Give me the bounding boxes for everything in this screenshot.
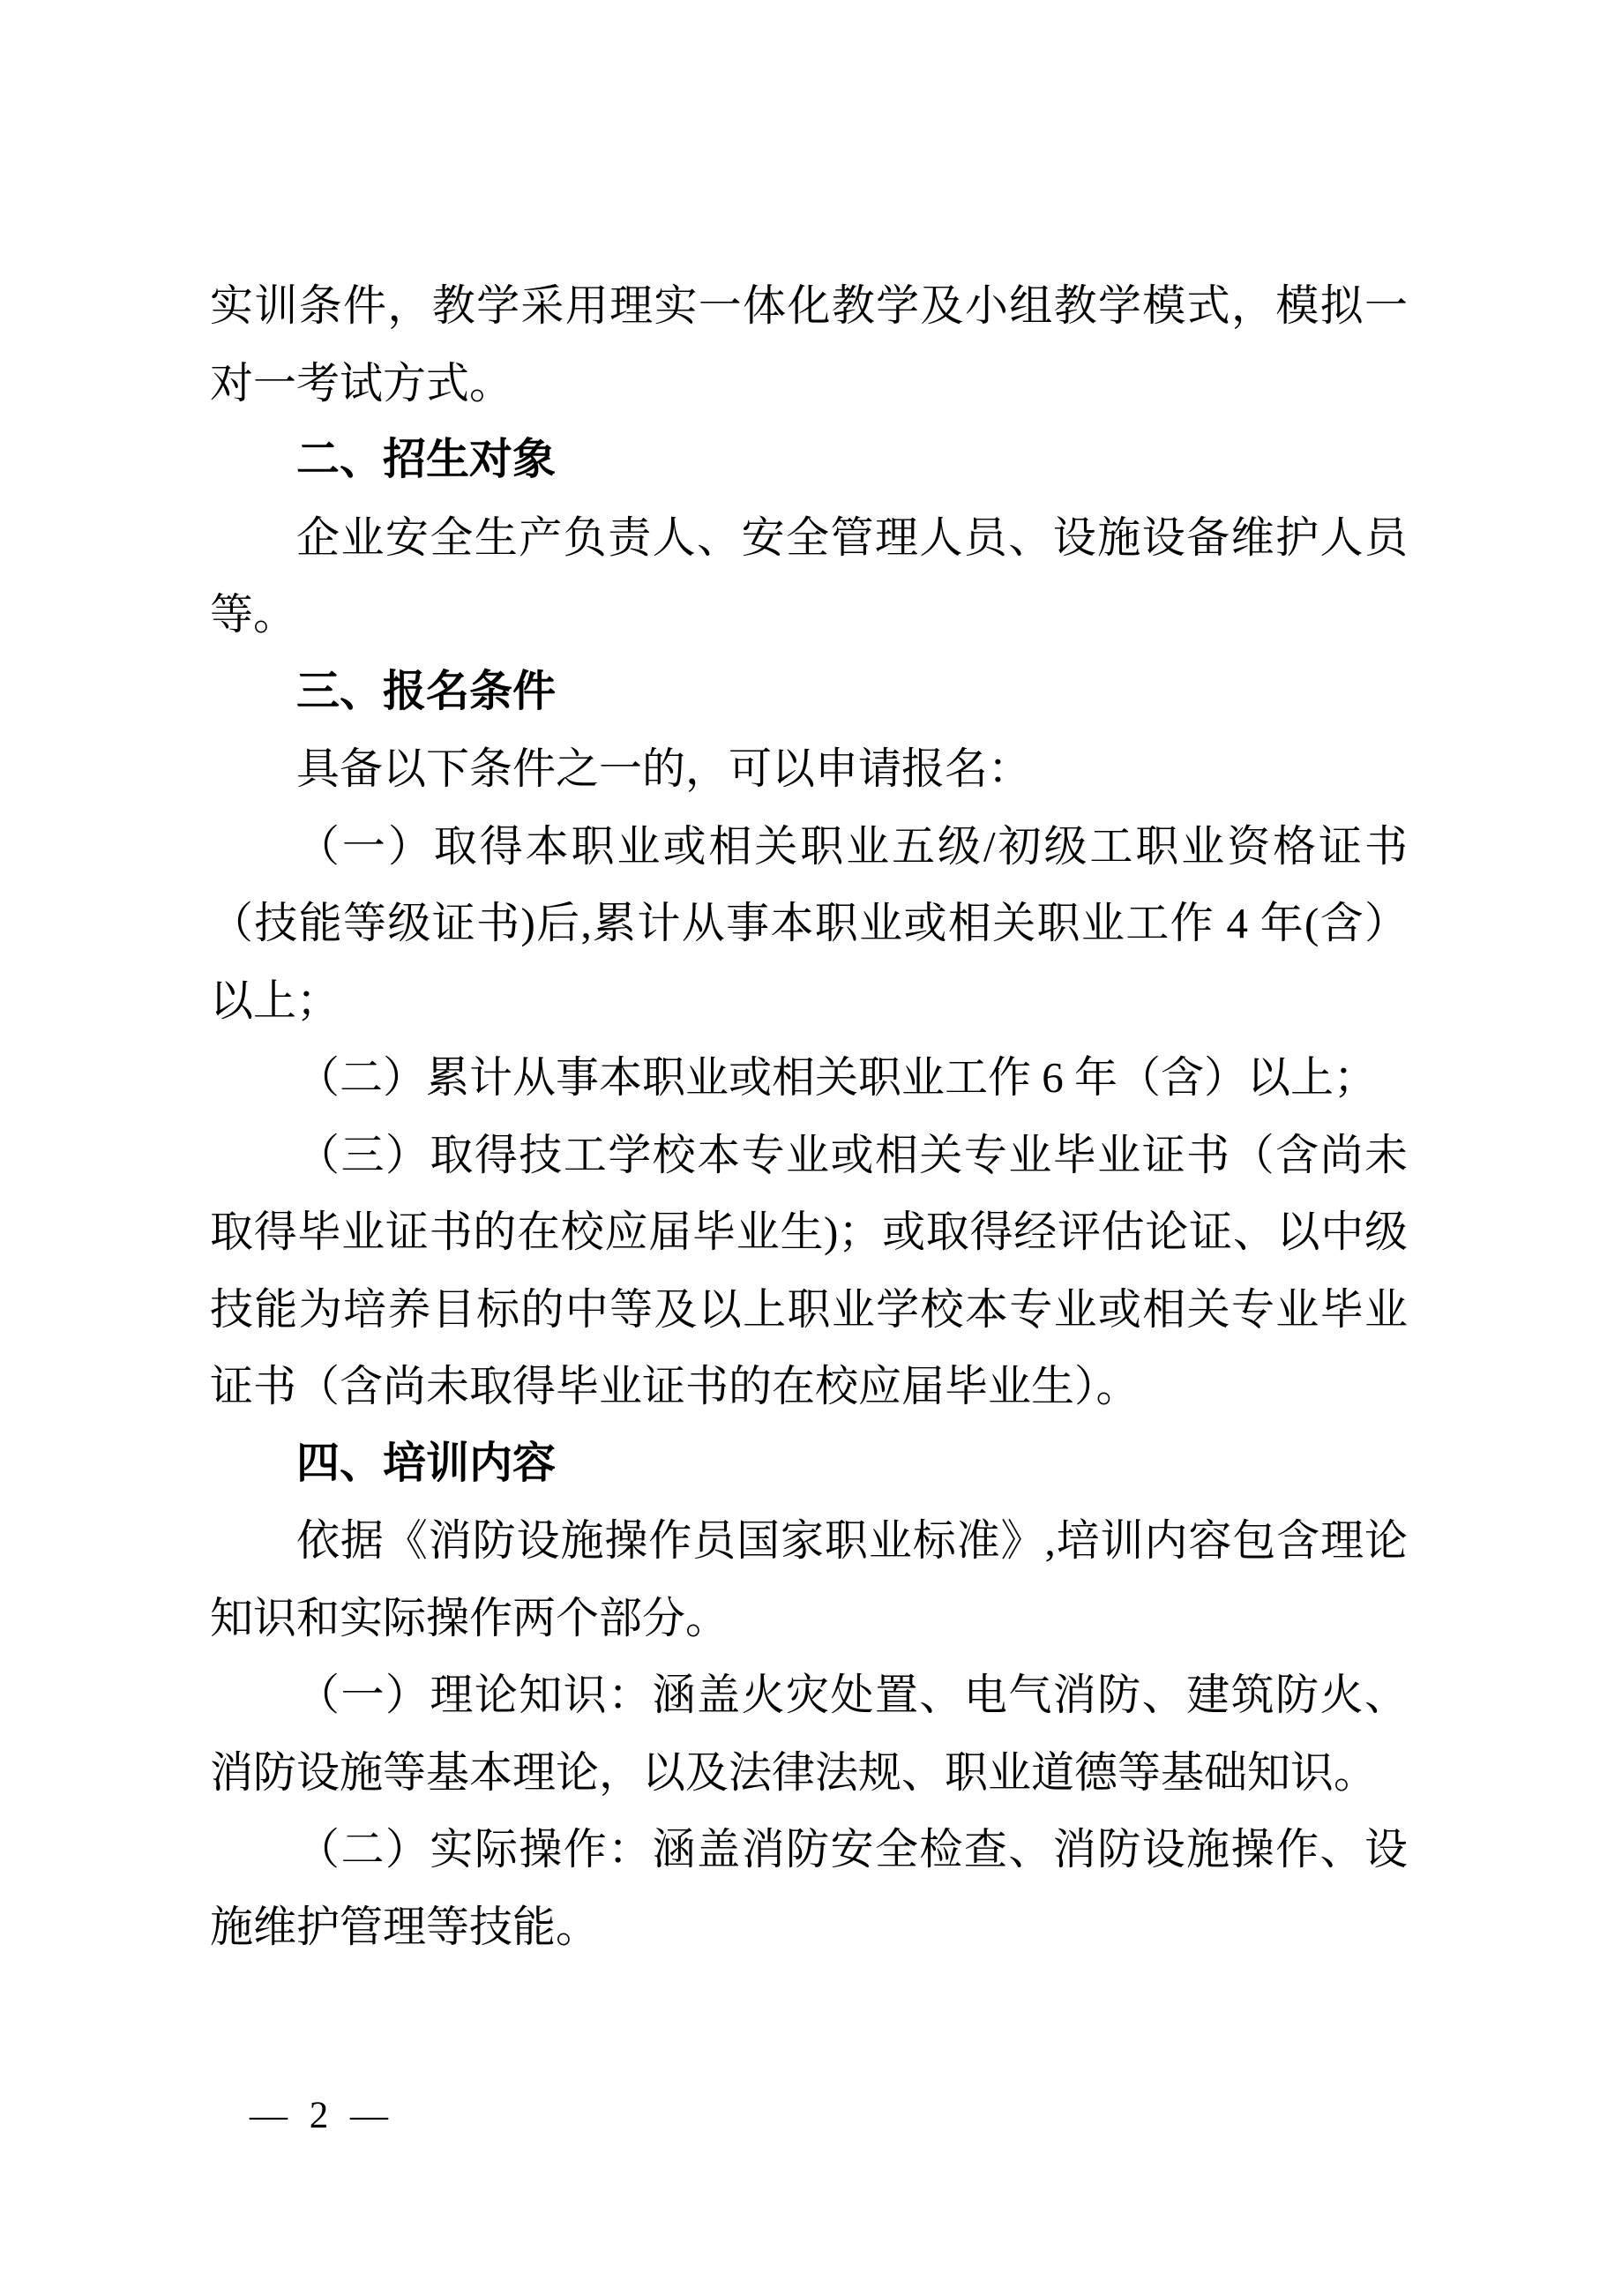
body-line: 以上；	[210, 976, 340, 1025]
document-page	[210, 267, 1408, 1965]
body-line: 等。	[210, 590, 297, 639]
body-line: 证书（含尚未取得毕业证书的在校应届毕业生）。	[210, 1362, 1140, 1410]
body-line: 企业安全生产负责人、安全管理人员、设施设备维护人员	[296, 512, 1408, 562]
body-line: （一）取得本职业或相关职业五级/初级工职业资格证书	[296, 821, 1408, 871]
body-line: （二）实际操作：涵盖消防安全检查、消防设施操作、设	[296, 1825, 1408, 1873]
body-line: 技能为培养目标的中等及以上职业学校本专业或相关专业毕业	[210, 1284, 1408, 1334]
body-line: 施维护管理等技能。	[210, 1902, 600, 1951]
section-heading-application-requirements: 三、报名条件	[296, 667, 557, 715]
body-line: 对一考试方式。	[210, 358, 513, 408]
body-line: 消防设施等基本理论，以及法律法规、职业道德等基础知识。	[210, 1747, 1378, 1797]
body-line: 知识和实际操作两个部分。	[210, 1593, 729, 1642]
body-line: （一）理论知识：涵盖火灾处置、电气消防、建筑防火、	[296, 1671, 1408, 1719]
section-heading-recruitment-target: 二、招生对象	[296, 436, 557, 483]
body-line: （技能等级证书)后,累计从事本职业或相关职业工作 4 年(含）	[210, 899, 1408, 947]
body-line: 依据《消防设施操作员国家职业标准》,培训内容包含理论	[296, 1516, 1408, 1565]
page-number: — 2 —	[250, 2095, 388, 2136]
body-line: 取得毕业证书的在校应届毕业生)；或取得经评估论证、以中级	[210, 1208, 1408, 1256]
body-line: （三）取得技工学校本专业或相关专业毕业证书（含尚未	[296, 1130, 1408, 1179]
body-line: （二）累计从事本职业或相关职业工作 6 年（含）以上；	[296, 1053, 1378, 1102]
body-line: 具备以下条件之一的，可以申请报名：	[296, 744, 1032, 793]
body-line: 实训条件，教学采用理实一体化教学及小组教学模式，模拟一	[210, 281, 1408, 330]
section-heading-training-content: 四、培训内容	[296, 1439, 557, 1487]
